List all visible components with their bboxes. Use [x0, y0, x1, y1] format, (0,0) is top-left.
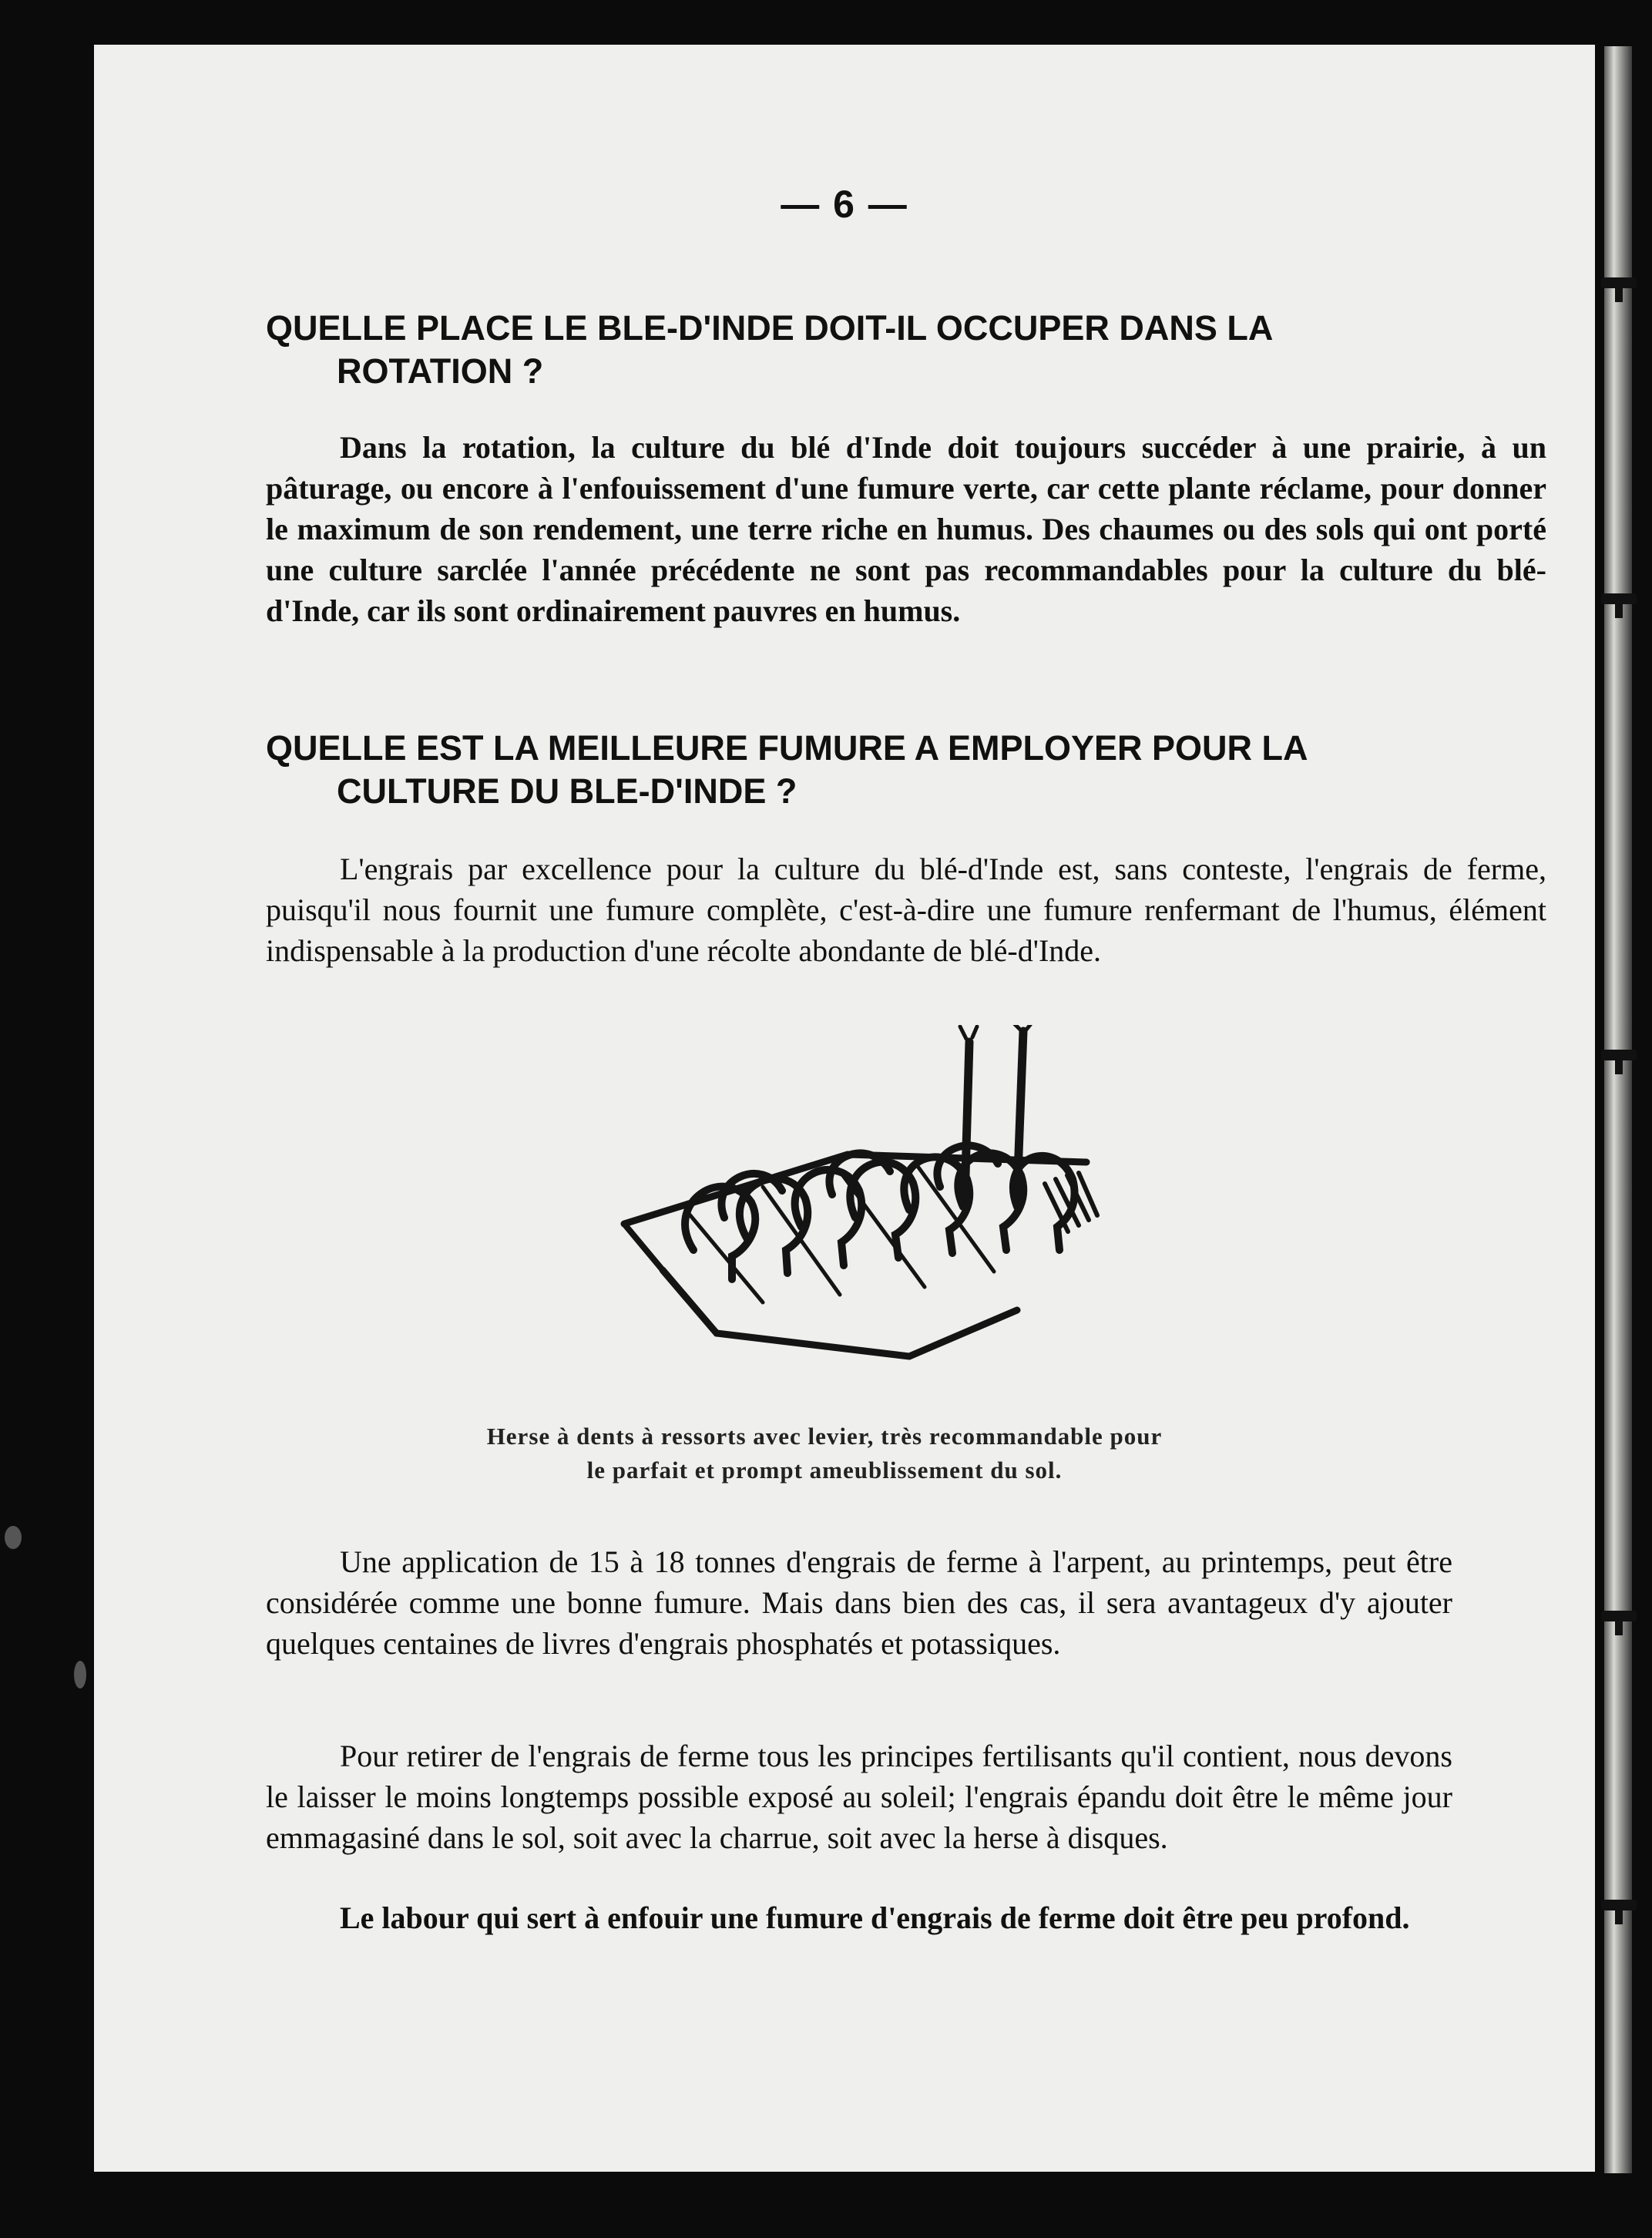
- paragraph-text: Pour retirer de l'engrais de ferme tous les principes fertilisants qu'il contient, nous devons le laisser le moins longtemps possible exposé au soleil; l'engrais épandu doit être le même jour emmagasiné dans le sol, soit avec la charrue, soit avec la herse à disques.: [266, 1739, 1452, 1855]
- spring-tooth-harrow-illustration: [616, 1025, 1125, 1364]
- heading-line: QUELLE EST LA MEILLEURE FUMURE A EMPLOYER POUR LA: [266, 728, 1308, 768]
- section-heading: [266, 727, 1560, 813]
- page-number: — 6 —: [781, 183, 908, 226]
- binding-staple: [1601, 593, 1637, 604]
- heading-line: CULTURE DU BLE-D'INDE ?: [337, 771, 797, 811]
- harrow-figure: [616, 1025, 1125, 1364]
- paragraph-text: L'engrais par excellence pour la culture du blé-d'Inde est, sans conteste, l'engrais de ferme, puisqu'il nous fournit une fumure complète, c'est-à-dire une fumure renfermant de l'humus, élément indispensable à la production d'une récolte abondante de blé-d'Inde.: [266, 852, 1546, 968]
- paragraph-text: Dans la rotation, la culture du blé d'Inde doit toujours succéder à une prairie, à un pâturage, ou encore à l'enfouissement d'une fumure verte, car cette plante réclame, pour donner le maximum de son rendement, une terre riche en humus. Des chaumes ou des sols qui ont porté une culture sarclée l'année précédente ne sont pas recommandables pour la culture du blé-d'Inde, car ils sont ordinairement pauvres en humus.: [266, 430, 1546, 628]
- body-paragraph: [266, 1897, 1452, 1938]
- heading-line: ROTATION ?: [337, 351, 544, 391]
- section-heading: [266, 307, 1560, 393]
- body-paragraph: [266, 1736, 1452, 1858]
- body-paragraph: [266, 427, 1546, 631]
- binding-staple: [1601, 277, 1637, 288]
- scan-edge-mark: [74, 1661, 86, 1689]
- figure-caption: [324, 1420, 1325, 1487]
- caption-line: le parfait et prompt ameublissement du sol.: [586, 1457, 1063, 1484]
- body-paragraph: [266, 848, 1546, 971]
- binding-staple: [1601, 1900, 1637, 1910]
- heading-line: QUELLE PLACE LE BLE-D'INDE DOIT-IL OCCUPER DANS LA: [266, 308, 1274, 348]
- book-binding-edge: [1604, 46, 1632, 2173]
- scan-edge-mark: [5, 1526, 22, 1549]
- paragraph-text: Une application de 15 à 18 tonnes d'engrais de ferme à l'arpent, au printemps, peut être considérée comme une bonne fumure. Mais dans bien des cas, il sera avantageux d'y ajouter quelques centaines de livres d'engrais phosphatés et potassiques.: [266, 1544, 1452, 1661]
- caption-line: Herse à dents à ressorts avec levier, très recommandable pour: [486, 1423, 1163, 1450]
- body-paragraph: [266, 1541, 1452, 1664]
- binding-staple: [1601, 1611, 1637, 1621]
- binding-staple: [1601, 1050, 1637, 1060]
- paragraph-text: Le labour qui sert à enfouir une fumure d'engrais de ferme doit être peu profond.: [340, 1900, 1410, 1935]
